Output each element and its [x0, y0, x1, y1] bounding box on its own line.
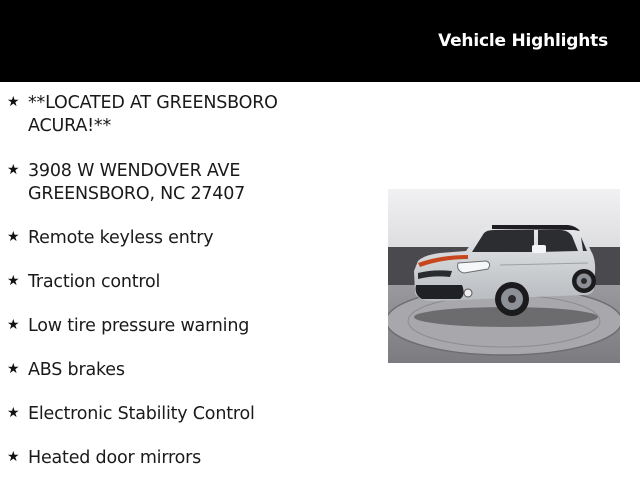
star-bullet-icon: ★ [7, 317, 20, 333]
highlight-item [0, 403, 370, 426]
star-bullet-icon: ★ [7, 162, 20, 178]
highlight-item [0, 92, 370, 138]
star-bullet-icon: ★ [7, 273, 20, 289]
highlight-item [0, 227, 370, 250]
highlight-item [0, 315, 370, 338]
highlight-item [0, 447, 370, 470]
highlights-list [0, 92, 370, 470]
star-bullet-icon: ★ [7, 449, 20, 465]
highlight-text: Low tire pressure warning [28, 316, 250, 336]
highlight-text: Remote keyless entry [28, 228, 214, 248]
highlight-text: ABS brakes [28, 360, 125, 380]
star-bullet-icon: ★ [7, 405, 20, 421]
star-bullet-icon: ★ [7, 229, 20, 245]
page-title: Vehicle Highlights [438, 31, 608, 51]
highlight-text: 3908 W WENDOVER AVE GREENSBORO, NC 27407 [28, 161, 246, 204]
star-bullet-icon: ★ [7, 94, 20, 110]
highlight-item [0, 160, 370, 206]
highlight-text: **LOCATED AT GREENSBORO ACURA!** [28, 93, 278, 136]
highlight-item [0, 271, 370, 294]
highlight-text: Electronic Stability Control [28, 404, 255, 424]
header-bar [0, 0, 640, 82]
highlight-text: Heated door mirrors [28, 448, 202, 468]
car-image [388, 189, 620, 363]
highlight-item [0, 359, 370, 382]
highlight-text: Traction control [28, 272, 161, 292]
vehicle-photo [388, 189, 620, 363]
star-bullet-icon: ★ [7, 361, 20, 377]
